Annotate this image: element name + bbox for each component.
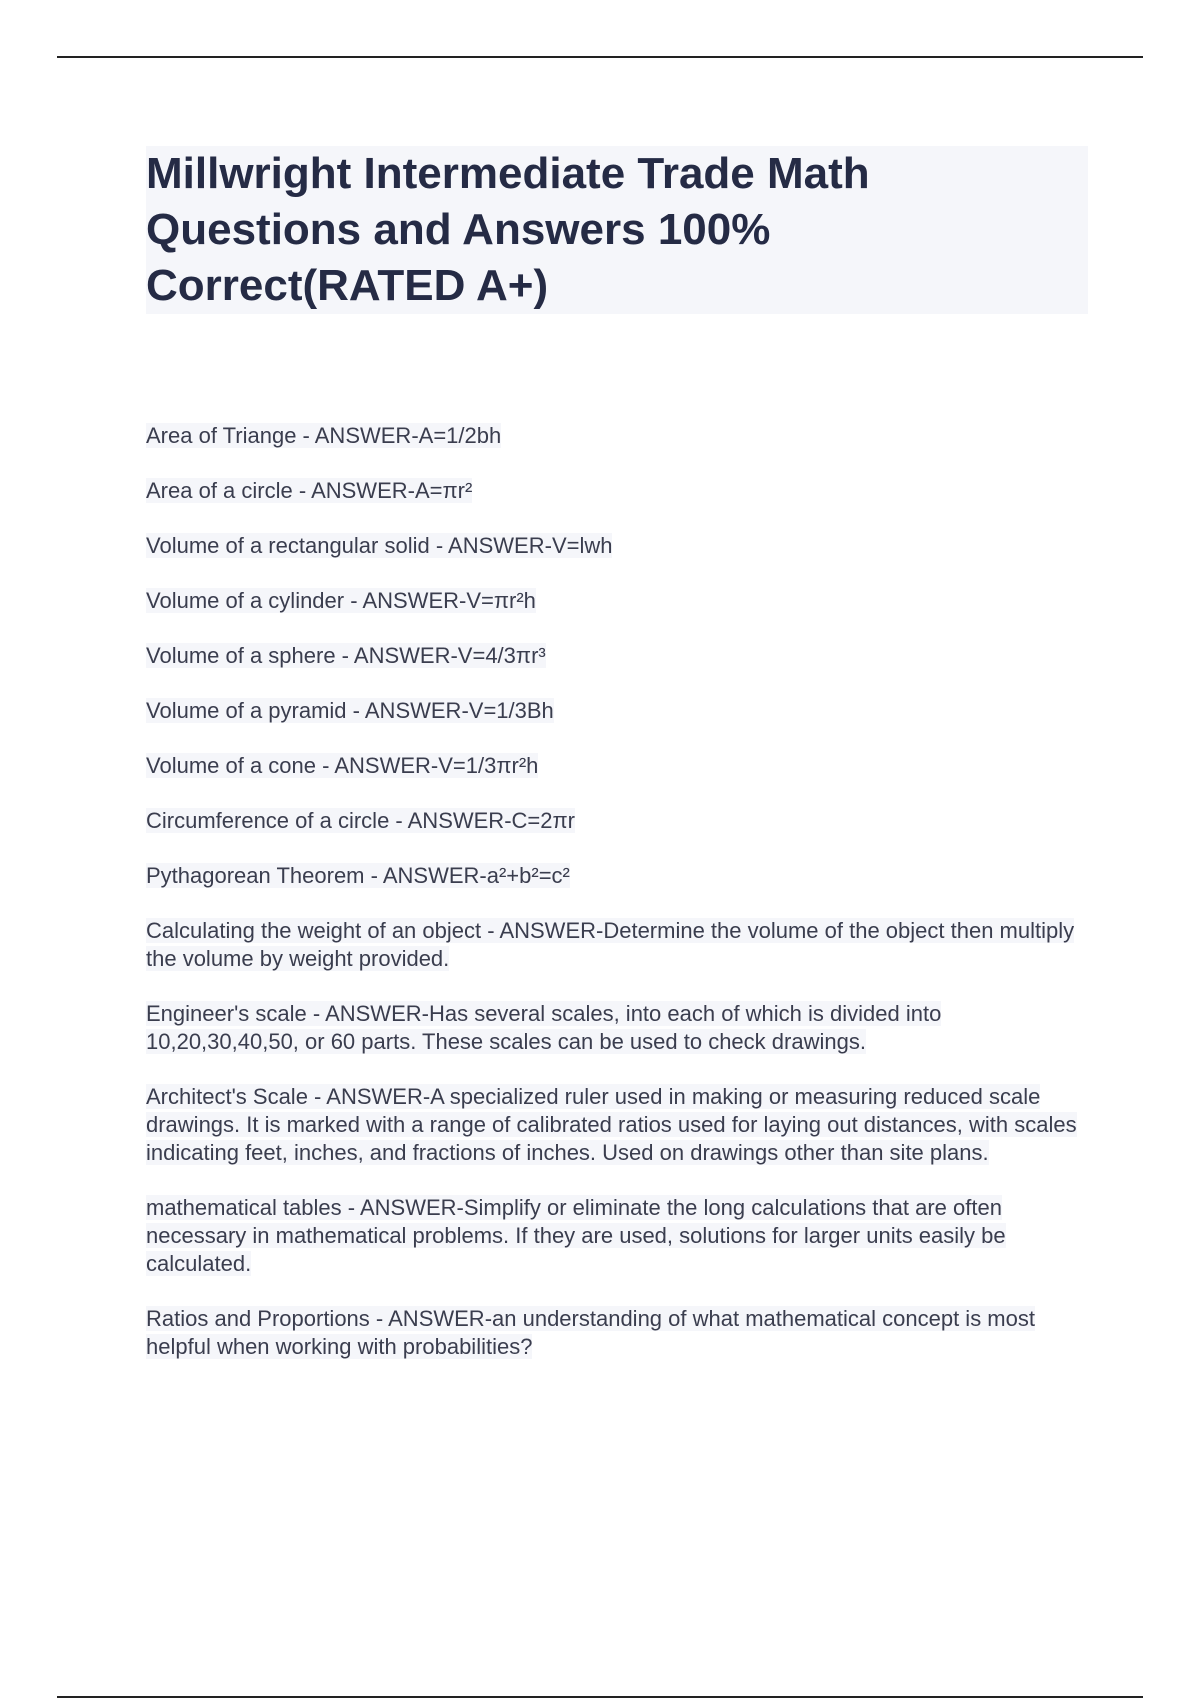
qa-entry-pythagorean-theorem: Pythagorean Theorem - ANSWER-a²+b²=c² [146, 863, 570, 888]
top-divider [57, 56, 1143, 58]
qa-entry-mathematical-tables: mathematical tables - ANSWER-Simplify or eliminate the long calculations that are often necessary in mathematical problems. If they are used, solutions for larger units easily be calculated. [146, 1195, 1006, 1276]
bottom-divider [57, 1696, 1143, 1698]
document-title: Millwright Intermediate Trade Math Questions and Answers 100% Correct(RATED A+) [146, 149, 870, 310]
qa-entry-volume-pyramid: Volume of a pyramid - ANSWER-V=1/3Bh [146, 698, 554, 723]
qa-entry-volume-rectangular-solid: Volume of a rectangular solid - ANSWER-V=lwh [146, 533, 613, 558]
qa-entry-circumference-circle: Circumference of a circle - ANSWER-C=2πr [146, 808, 575, 833]
qa-entry-weight-of-object: Calculating the weight of an object - ANSWER-Determine the volume of the object then multiply the volume by weight provided. [146, 918, 1075, 971]
qa-list [146, 422, 1096, 1388]
qa-entry-volume-cylinder: Volume of a cylinder - ANSWER-V=πr²h [146, 588, 536, 613]
qa-entry-ratios-proportions: Ratios and Proportions - ANSWER-an understanding of what mathematical concept is most helpful when working with probabilities? [146, 1306, 1035, 1359]
qa-entry-volume-cone: Volume of a cone - ANSWER-V=1/3πr²h [146, 753, 539, 778]
qa-entry-area-triangle: Area of Triange - ANSWER-A=1/2bh [146, 423, 502, 448]
qa-entry-area-circle: Area of a circle - ANSWER-A=πr² [146, 478, 473, 503]
title-block [146, 146, 1088, 314]
qa-entry-architects-scale: Architect's Scale - ANSWER-A specialized ruler used in making or measuring reduced scale drawings. It is marked with a range of calibrated ratios used for laying out distances, with scales indicating feet, inches, and fractions of inches. Used on drawings other than site plans. [146, 1084, 1077, 1165]
qa-entry-engineers-scale: Engineer's scale - ANSWER-Has several scales, into each of which is divided into 10,20,30,40,50, or 60 parts. These scales can be used to check drawings. [146, 1001, 942, 1054]
qa-entry-volume-sphere: Volume of a sphere - ANSWER-V=4/3πr³ [146, 643, 546, 668]
